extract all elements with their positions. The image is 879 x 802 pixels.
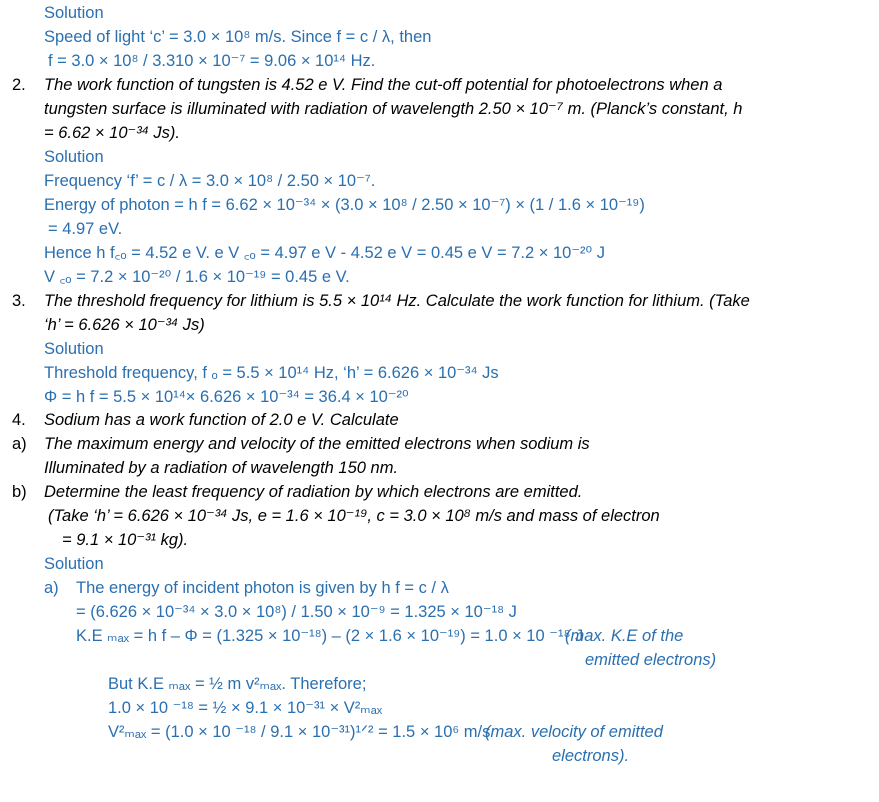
question-number: 2. bbox=[12, 76, 26, 94]
solution-heading: Solution bbox=[44, 148, 104, 166]
solution-line: K.E ₘₐₓ = h f – Φ = (1.325 × 10⁻¹⁸) – (2 × 1.6 × 10⁻¹⁹) = 1.0 × 10 ⁻¹⁸ J bbox=[76, 627, 584, 645]
question-number: 4. bbox=[12, 411, 26, 429]
solution-line: Threshold frequency, f ₒ = 5.5 × 10¹⁴ Hz, ‘h’ = 6.626 × 10⁻³⁴ Js bbox=[44, 364, 499, 382]
question-number: 3. bbox=[12, 292, 26, 310]
solution-line: But K.E ₘₐₓ = ½ m v²ₘₐₓ. Therefore; bbox=[108, 675, 367, 693]
question-text: Illuminated by a radiation of wavelength 150 nm. bbox=[44, 459, 399, 477]
solution-note: (max. velocity of emitted bbox=[485, 723, 663, 741]
solution-line: = (6.626 × 10⁻³⁴ × 3.0 × 10⁸) / 1.50 × 10⁻⁹ = 1.325 × 10⁻¹⁸ J bbox=[76, 603, 517, 621]
solution-heading: Solution bbox=[44, 555, 104, 573]
solution-line: f = 3.0 × 10⁸ / 3.310 × 10⁻⁷ = 9.06 × 10¹⁴ Hz. bbox=[48, 52, 376, 70]
solution-note: electrons). bbox=[552, 747, 630, 765]
solution-line: Φ = h f = 5.5 × 10¹⁴× 6.626 × 10⁻³⁴ = 36.4 × 10⁻²⁰ bbox=[44, 388, 409, 406]
question-text: = 6.62 × 10⁻³⁴ Js). bbox=[44, 124, 181, 142]
question-text: The work function of tungsten is 4.52 e V. Find the cut-off potential for photoelectrons when a bbox=[44, 76, 723, 94]
part-label: a) bbox=[12, 435, 27, 453]
solution-line: The energy of incident photon is given by h f = c / λ bbox=[76, 579, 449, 597]
solution-line: Hence h f꜀ₒ = 4.52 e V. e V ꜀ₒ = 4.97 e V - 4.52 e V = 0.45 e V = 7.2 × 10⁻²⁰ J bbox=[44, 244, 605, 262]
solution-note: emitted electrons) bbox=[585, 651, 717, 669]
solution-line: 1.0 × 10 ⁻¹⁸ = ½ × 9.1 × 10⁻³¹ × V²ₘₐₓ bbox=[108, 699, 383, 717]
question-text: The threshold frequency for lithium is 5.5 × 10¹⁴ Hz. Calculate the work function for lithium. (Take bbox=[44, 292, 750, 310]
solution-line: = 4.97 eV. bbox=[48, 220, 123, 238]
question-text: ‘h’ = 6.626 × 10⁻³⁴ Js) bbox=[44, 316, 205, 334]
question-text: The maximum energy and velocity of the emitted electrons when sodium is bbox=[44, 435, 590, 453]
solution-heading: Solution bbox=[44, 340, 104, 358]
part-label: b) bbox=[12, 483, 27, 501]
question-text: Determine the least frequency of radiation by which electrons are emitted. bbox=[44, 483, 583, 501]
part-label: a) bbox=[44, 579, 59, 597]
question-text: Sodium has a work function of 2.0 e V. Calculate bbox=[44, 411, 399, 429]
question-text: = 9.1 × 10⁻³¹ kg). bbox=[62, 531, 189, 549]
solution-line: V ꜀ₒ = 7.2 × 10⁻²⁰ / 1.6 × 10⁻¹⁹ = 0.45 e V. bbox=[44, 268, 350, 286]
solution-line: Speed of light ‘c’ = 3.0 × 10⁸ m/s. Since f = c / λ, then bbox=[44, 28, 432, 46]
question-text: tungsten surface is illuminated with radiation of wavelength 2.50 × 10⁻⁷ m. (Planck’s constant, h bbox=[44, 100, 743, 118]
question-text: (Take ‘h’ = 6.626 × 10⁻³⁴ Js, e = 1.6 × 10⁻¹⁹, c = 3.0 × 10⁸ m/s and mass of electron bbox=[48, 507, 660, 525]
solution-heading: Solution bbox=[44, 4, 104, 22]
solution-note: (max. K.E of the bbox=[565, 627, 684, 645]
solution-line: Energy of photon = h f = 6.62 × 10⁻³⁴ × (3.0 × 10⁸ / 2.50 × 10⁻⁷) × (1 / 1.6 × 10⁻¹⁹) bbox=[44, 196, 645, 214]
solution-line: Frequency ‘f’ = c / λ = 3.0 × 10⁸ / 2.50 × 10⁻⁷. bbox=[44, 172, 376, 190]
solution-line: V²ₘₐₓ = (1.0 × 10 ⁻¹⁸ / 9.1 × 10⁻³¹)¹ᐟ² = 1.5 × 10⁶ m/s bbox=[108, 723, 491, 741]
